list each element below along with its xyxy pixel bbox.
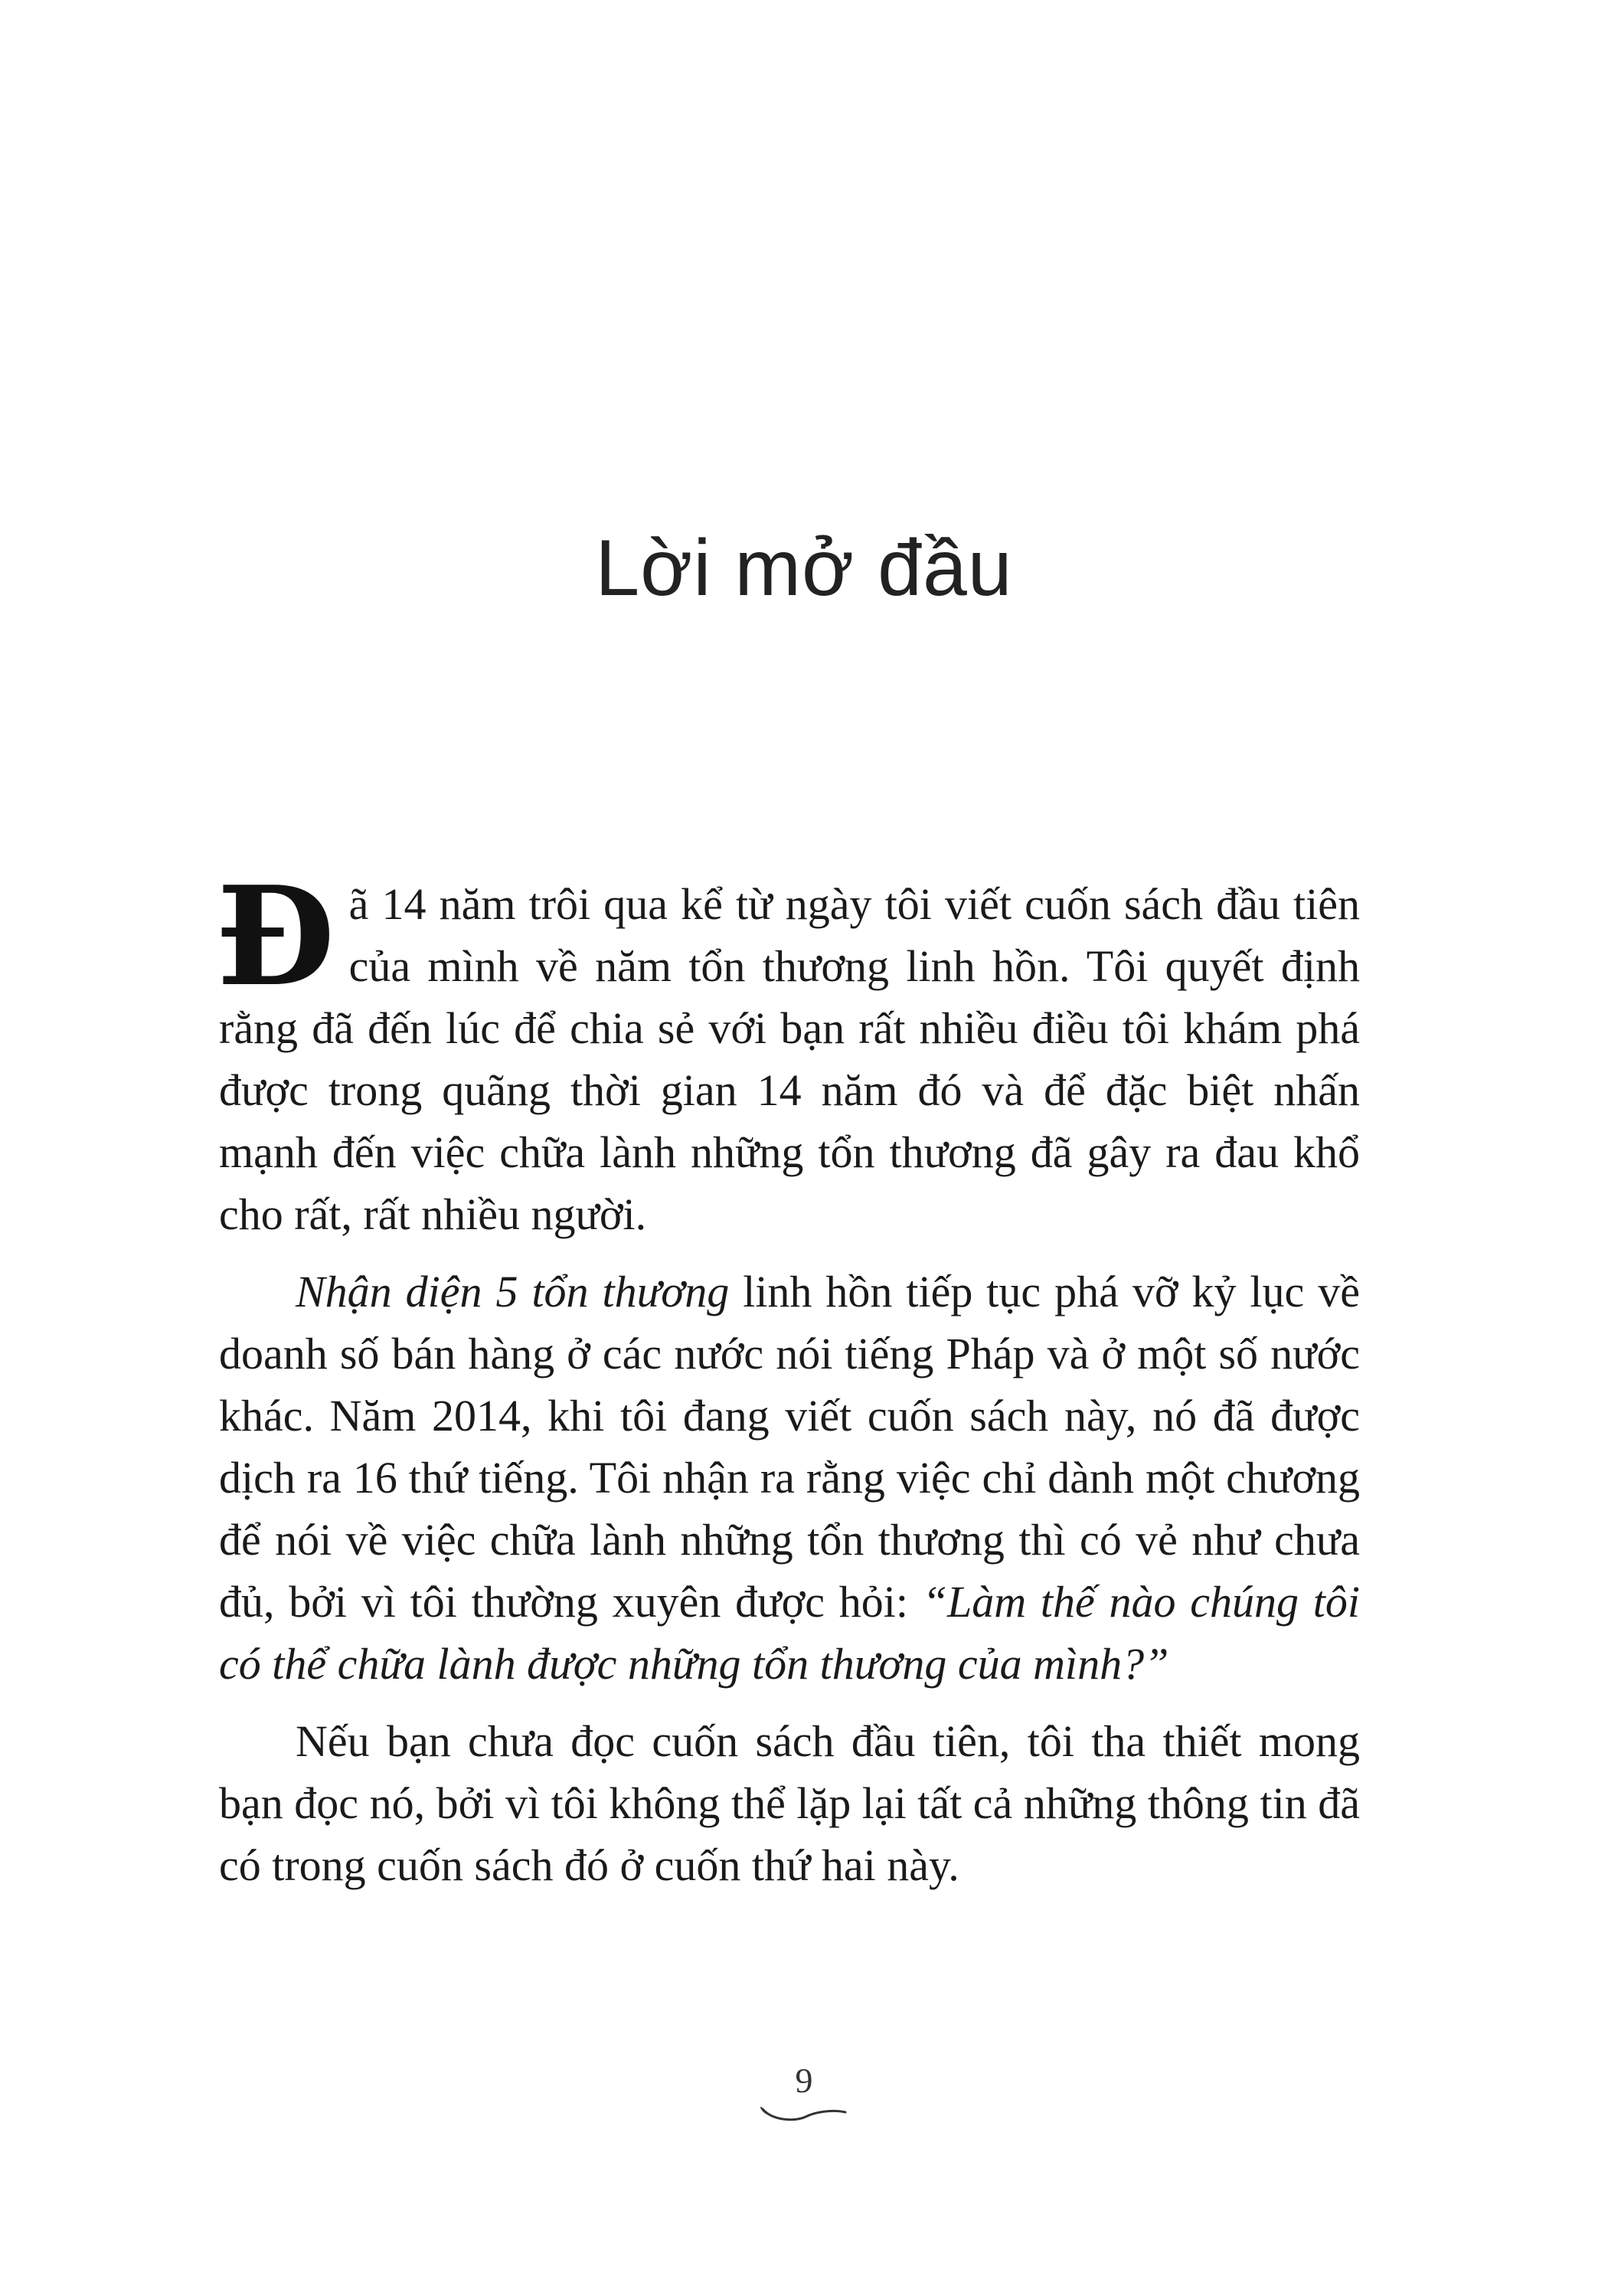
paragraph-1-text: ã 14 năm trôi qua kể từ ngày tôi viết cuốn sách đầu tiên của mình về năm tổn thương linh hồn. Tôi quyết định rằng đã đến lúc để chia sẻ với bạn rất nhiều điều tôi khám phá được trong quãng thời gian 14 năm đó và để đặc biệt nhấn mạnh đến việc chữa lành những tổn thương đã gây ra đau khổ cho rất, rất nhiều người. — [219, 879, 1360, 1239]
body-text — [216, 856, 1361, 1896]
drop-cap: Đ — [216, 856, 335, 1016]
paragraph-2 — [219, 1261, 1360, 1695]
paragraph-3-text: Nếu bạn chưa đọc cuốn sách đầu tiên, tôi tha thiết mong bạn đọc nó, bởi vì tôi không thể lặp lại tất cả những thông tin đã có trong cuốn sách đó ở cuốn thứ hai này. — [219, 1716, 1360, 1890]
page-number-ornament-icon — [758, 2105, 850, 2124]
page-number: 9 — [795, 2061, 813, 2100]
paragraph-2-text: linh hồn tiếp tục phá vỡ kỷ lục về doanh số bán hàng ở các nước nói tiếng Pháp và ở một số nước khác. Năm 2014, khi tôi đang viết cuốn sách này, nó đã được dịch ra 16 thứ tiếng. Tôi nhận ra rằng việc chỉ dành một chương để nói về việc chữa lành những tổn thương thì có vẻ như chưa đủ, bởi vì tôi thường xuyên được hỏi: — [219, 1267, 1361, 1627]
book-title-italic: Nhận diện 5 tổn thương — [296, 1267, 730, 1316]
paragraph-3 — [219, 1710, 1360, 1896]
chapter-title: Lời mở đầu — [595, 524, 1013, 613]
paragraph-1 — [216, 856, 1360, 1245]
reader-question-quote: “Làm thế nào chúng tôi có thể chữa lành được những tổn thương của mình?” — [219, 1577, 1360, 1689]
